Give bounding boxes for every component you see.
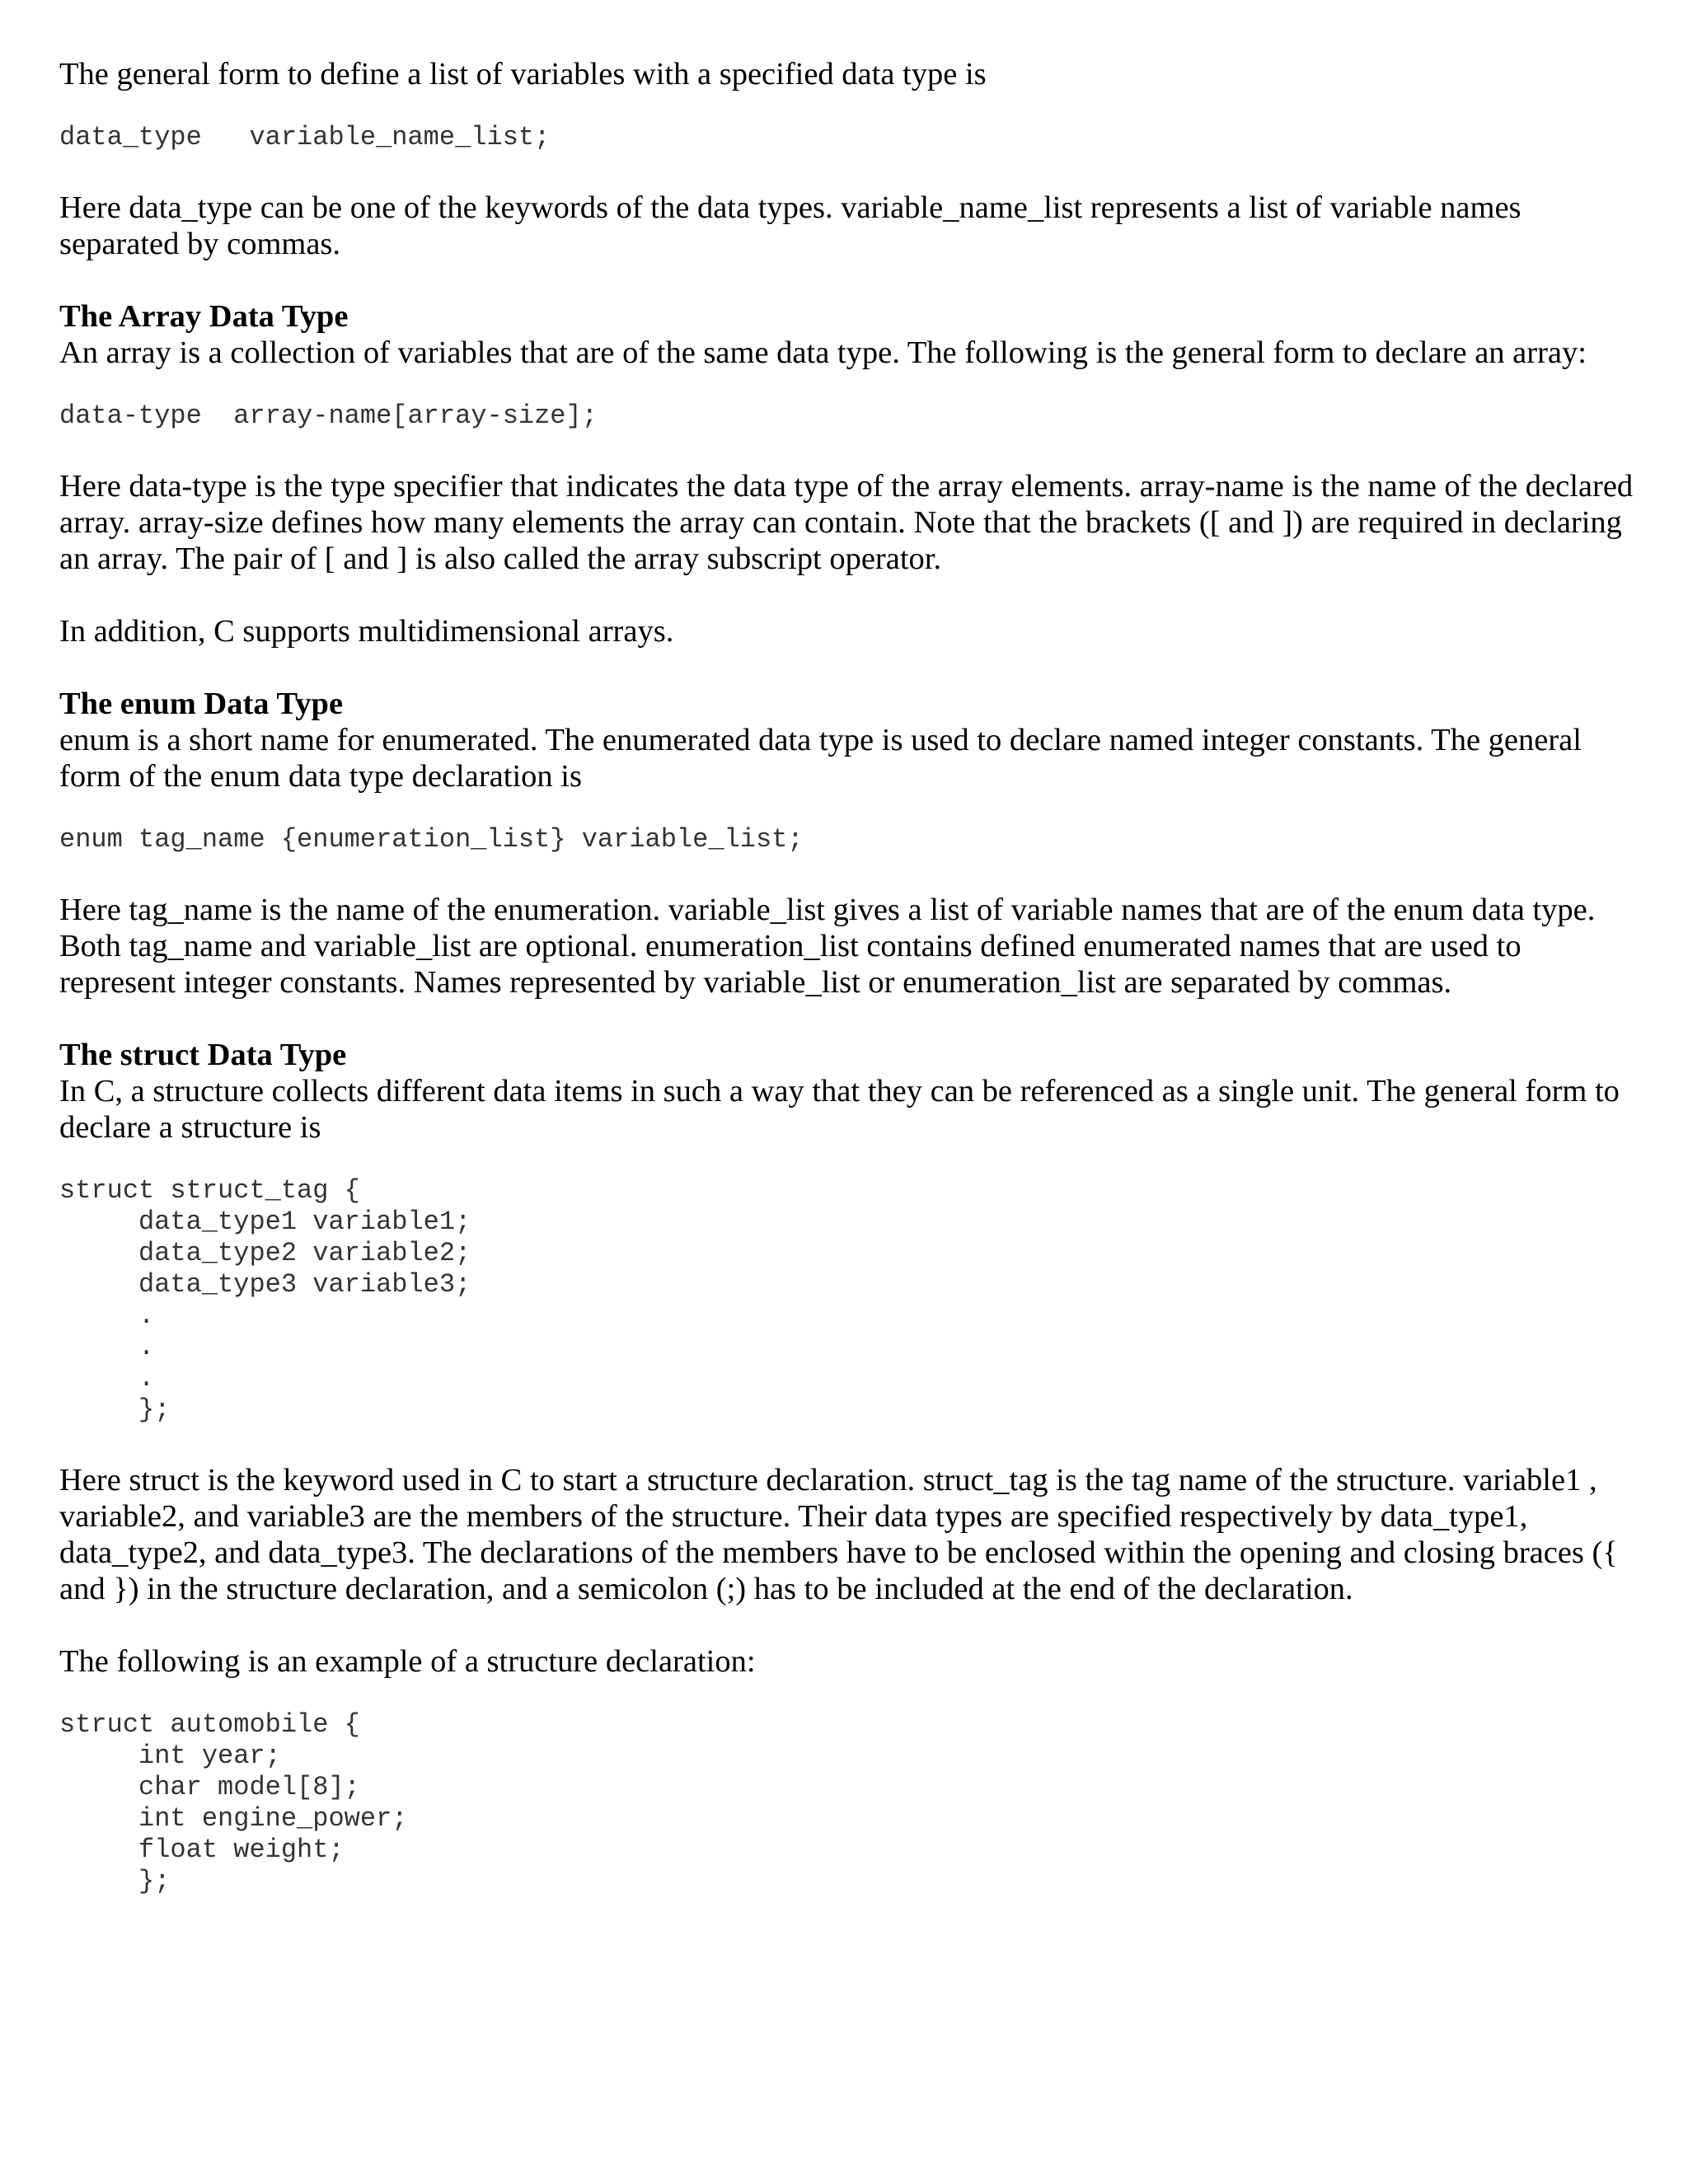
struct-code: struct struct_tag { data_type1 variable1; data_type2 variable2; data_type3 variable3; . . . }; — [59, 1175, 471, 1425]
array-explanation: Here data-type is the type specifier that indicates the data type of the array elements. array-name is the name of the declared array. array-size defines how many elements the array can contain. Note that the brackets ([ and ]) are required in declaring an array. The pair of [ and ] is also called the array subscript operator. — [59, 469, 1634, 576]
struct-heading: The struct Data Type — [59, 1038, 347, 1072]
struct-text: In C, a structure collects different data items in such a way that they can be referenced as a single unit. The general form to declare a structure is — [59, 1074, 1620, 1145]
struct-example-code: struct automobile { int year; char model[8]; int engine_power; float weight; }; — [59, 1709, 408, 1896]
array-note: In addition, C supports multidimensional arrays. — [59, 614, 674, 649]
enum-code: enum tag_name {enumeration_list} variable_list; — [59, 824, 804, 855]
struct-example-intro: The following is an example of a structure declaration: — [59, 1644, 756, 1679]
intro-explanation: Here data_type can be one of the keywords of the data types. variable_name_list represents a list of variable names separated by commas. — [59, 190, 1522, 261]
array-text: An array is a collection of variables that are of the same data type. The following is the general form to declare an array: — [59, 335, 1587, 370]
array-section — [59, 298, 1642, 649]
array-heading: The Array Data Type — [59, 299, 349, 334]
intro-text: The general form to define a list of variables with a specified data type is — [59, 57, 987, 91]
document-page — [59, 56, 1642, 1897]
struct-explanation: Here struct is the keyword used in C to start a structure declaration. struct_tag is the tag name of the structure. variable1 , variable2, and variable3 are the members of the structure. Their data types are specified respectively by data_type1, data_type2, and data_type3. The declarations of the members have to be enclosed within the opening and closing braces ({ and }) in the structure declaration, and a semicolon (;) has to be included at the end of the declaration. — [59, 1463, 1618, 1606]
enum-explanation: Here tag_name is the name of the enumeration. variable_list gives a list of variable names that are of the enum data type. Both tag_name and variable_list are optional. enumeration_list contains defined enumerated names that are used to represent integer constants. Names represented by variable_list or enumeration_list are separated by commas. — [59, 893, 1596, 1000]
struct-section — [59, 1037, 1642, 1897]
enum-heading: The enum Data Type — [59, 687, 344, 721]
array-code: data-type array-name[array-size]; — [59, 401, 598, 431]
enum-section — [59, 686, 1642, 1001]
intro-code: data_type variable_name_list; — [59, 122, 551, 152]
enum-text: enum is a short name for enumerated. The enumerated data type is used to declare named integer constants. The general form of the enum data type declaration is — [59, 723, 1582, 794]
